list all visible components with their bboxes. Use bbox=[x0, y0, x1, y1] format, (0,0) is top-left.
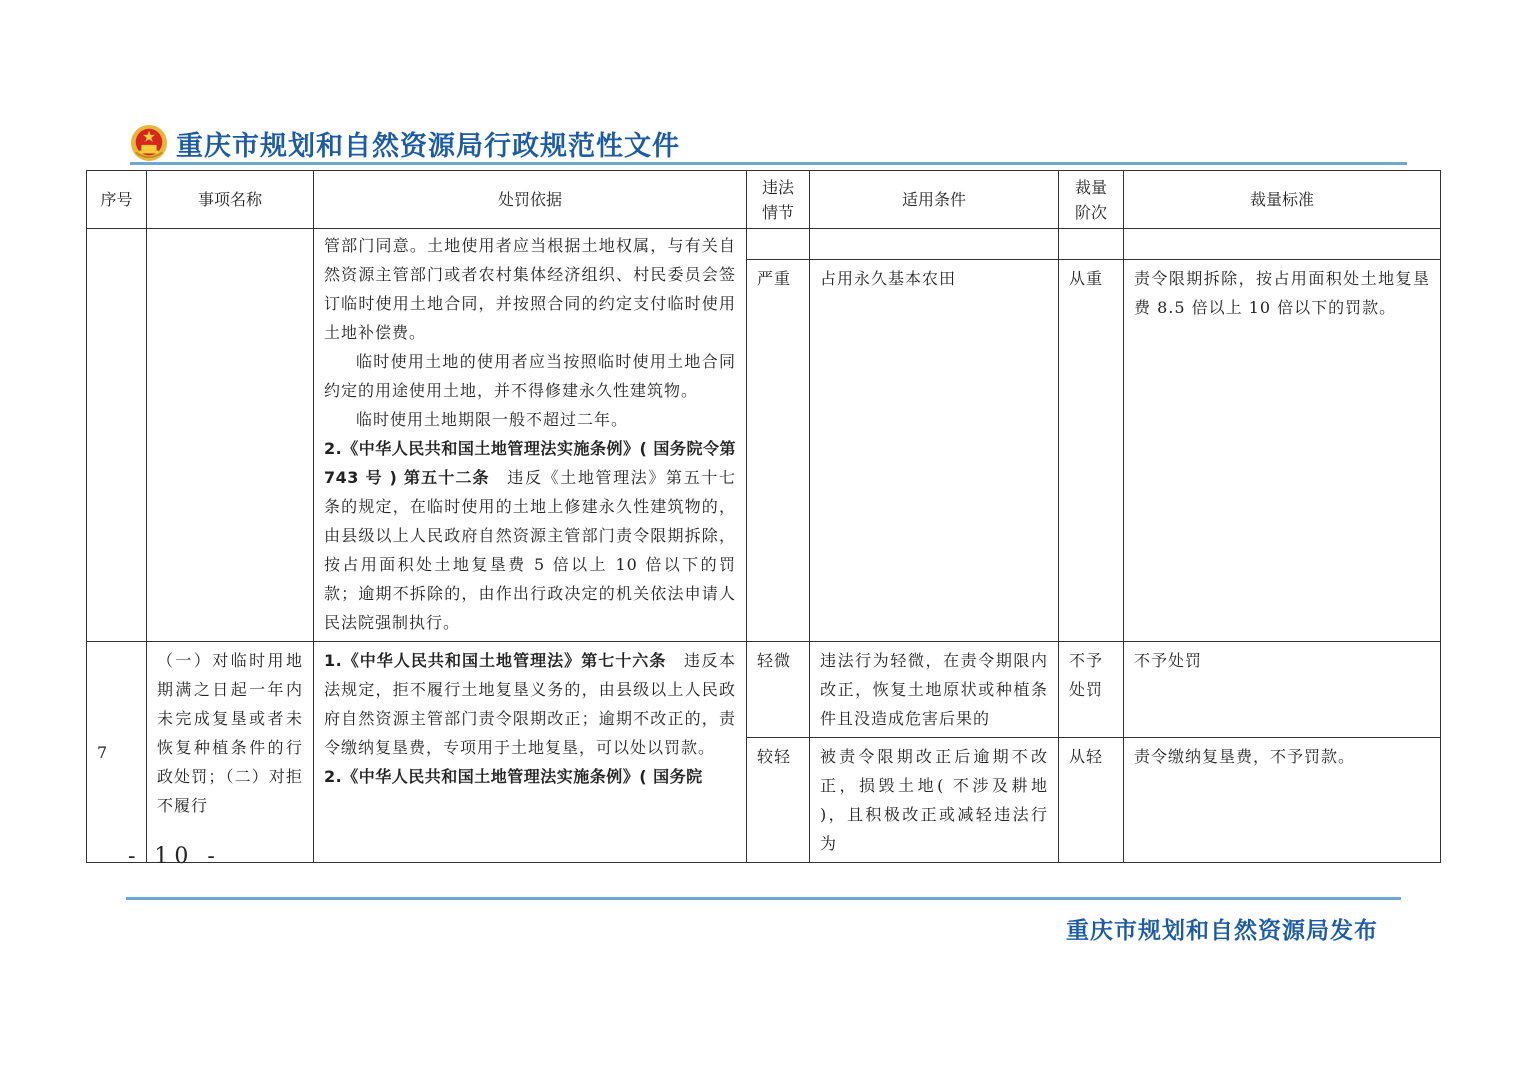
page-number: - 10 - bbox=[128, 844, 221, 869]
severity-cell: 轻微 bbox=[747, 642, 810, 738]
seq-cell-empty bbox=[87, 229, 147, 642]
basis-paragraph: 临时使用土地的使用者应当按照临时使用土地合同约定的用途使用土地，并不得修建永久性建筑物。 bbox=[324, 352, 736, 400]
level-cell: 从轻 bbox=[1059, 738, 1124, 863]
condition-cell-empty bbox=[810, 229, 1059, 260]
severity-cell: 严重 bbox=[747, 260, 810, 642]
col-header-severity bbox=[747, 171, 810, 229]
table-row bbox=[87, 229, 1441, 260]
col-header-severity-line2: 情节 bbox=[761, 202, 794, 222]
basis-citation: 1.《中华人民共和国土地管理法》第七十六条 bbox=[324, 651, 667, 670]
col-header-level bbox=[1059, 171, 1124, 229]
severity-cell-empty bbox=[747, 229, 810, 260]
col-header-condition: 适用条件 bbox=[810, 171, 1059, 229]
basis-text: 违反本法规定，拒不履行土地复垦义务的，由县级以上人民政府自然资源主管部门责令限期改正；逾期不改正的，责令缴纳复垦费，专项用于土地复垦，可以处以罚款。 bbox=[324, 651, 736, 757]
condition-cell: 被责令限期改正后逾期不改正，损毁土地( 不涉及耕地 )，且积极改正或减轻违法行为 bbox=[810, 738, 1059, 863]
condition-cell: 违法行为轻微，在责令期限内改正，恢复土地原状或种植条件且没造成危害后果的 bbox=[810, 642, 1059, 738]
level-cell: 从重 bbox=[1059, 260, 1124, 642]
col-header-item: 事项名称 bbox=[147, 171, 314, 229]
basis-cell bbox=[314, 642, 747, 863]
item-cell: （一）对临时用地期满之日起一年内未完成复垦或者未恢复种植条件的行政处罚；（二）对拒不履行 bbox=[147, 642, 314, 863]
col-header-seq: 序号 bbox=[87, 171, 147, 229]
footer-divider bbox=[126, 897, 1401, 900]
table-header-row bbox=[87, 171, 1441, 229]
standard-cell: 不予处罚 bbox=[1124, 642, 1441, 738]
seq-cell: 7 bbox=[87, 642, 147, 863]
col-header-standard: 裁量标准 bbox=[1124, 171, 1441, 229]
standard-cell: 责令缴纳复垦费，不予罚款。 bbox=[1124, 738, 1441, 863]
standard-cell-empty bbox=[1124, 229, 1441, 260]
level-cell: 不予处罚 bbox=[1059, 642, 1124, 738]
basis-citation: 2.《中华人民共和国土地管理法实施条例》( 国务院令第 743 号 ) 第五十二条 bbox=[324, 439, 736, 487]
col-header-basis: 处罚依据 bbox=[314, 171, 747, 229]
header-title: 重庆市规划和自然资源局行政规范性文件 bbox=[176, 130, 680, 162]
col-header-level-line1: 裁量 bbox=[1074, 177, 1107, 197]
footer-publisher: 重庆市规划和自然资源局发布 bbox=[1066, 918, 1378, 944]
col-header-level-line2: 阶次 bbox=[1074, 202, 1107, 222]
standard-cell: 责令限期拆除，按占用面积处土地复垦费 8.5 倍以上 10 倍以下的罚款。 bbox=[1124, 260, 1441, 642]
basis-paragraph: 管部门同意。土地使用者应当根据土地权属，与有关自然资源主管部门或者农村集体经济组织、村民委员会签订临时使用土地合同，并按照合同的约定支付临时使用土地补偿费。 bbox=[324, 236, 736, 342]
national-emblem-icon bbox=[130, 124, 168, 162]
penalty-table bbox=[86, 170, 1441, 863]
basis-citation: 2.《中华人民共和国土地管理法实施条例》( 国务院 bbox=[324, 767, 703, 786]
condition-cell: 占用永久基本农田 bbox=[810, 260, 1059, 642]
basis-paragraph: 临时使用土地期限一般不超过二年。 bbox=[356, 410, 629, 429]
basis-cell bbox=[314, 229, 747, 642]
basis-text: 违反《土地管理法》第五十七条的规定，在临时使用的土地上修建永久性建筑物的，由县级以上人民政府自然资源主管部门责令限期拆除，按占用面积处土地复垦费 5 倍以上 10 倍以下的罚款；逾期不拆除的，由作出行政决定的机关依法申请人民法院强制执行。 bbox=[324, 468, 736, 632]
basis-paragraph bbox=[324, 646, 736, 762]
col-header-severity-line1: 违法 bbox=[761, 177, 794, 197]
header-divider bbox=[130, 162, 1407, 165]
document-header bbox=[130, 120, 680, 166]
table-row bbox=[87, 642, 1441, 738]
severity-cell: 较轻 bbox=[747, 738, 810, 863]
level-cell-empty bbox=[1059, 229, 1124, 260]
item-cell-empty bbox=[147, 229, 314, 642]
basis-paragraph bbox=[324, 434, 736, 637]
